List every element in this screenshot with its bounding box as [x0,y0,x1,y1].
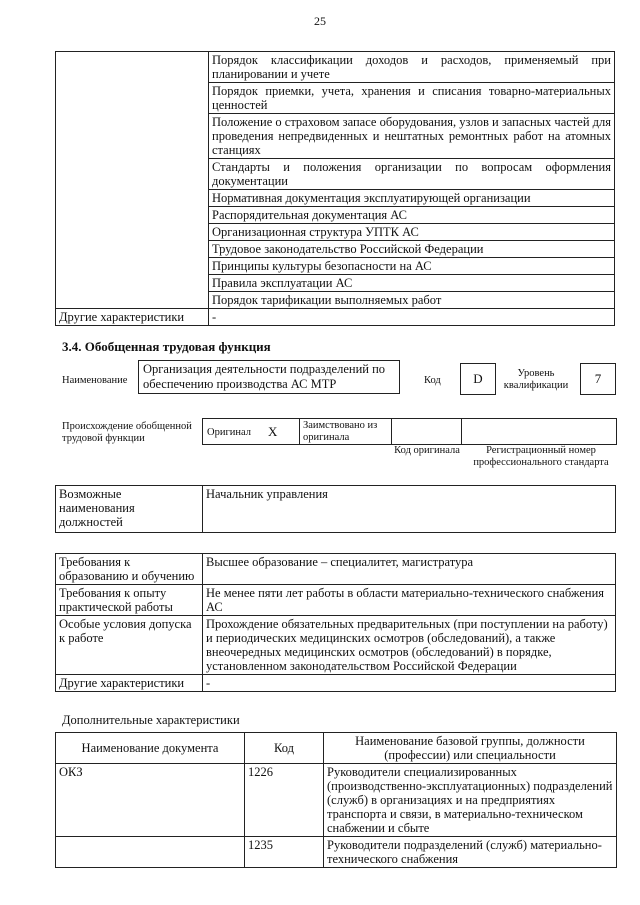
knowledge-item: Порядок классификации доходов и расходов, применяемый при планировании и учете [209,52,615,83]
positions-table [55,485,616,533]
table-row [56,585,616,616]
knowledge-item: Правила эксплуатации АС [209,275,615,292]
table-row [56,675,616,692]
original-label: Оригинал [207,427,251,438]
original-mark: X [268,424,278,439]
gtf-name-box: Организация деятельности подразделений по обеспечению производства АС МТР [138,360,400,394]
requirement-value: Высшее образование – специалитет, магистратура [203,554,616,585]
code-cell: 1235 [245,837,324,868]
code-caption: Код оригинала [394,445,460,456]
other-value: - [209,309,615,326]
col-header-code: Код [245,733,324,764]
table-row [56,764,617,837]
requirement-label: Особые условия допуска к работе [56,616,203,675]
additional-heading: Дополнительные характеристики [62,713,240,727]
divider [461,419,462,444]
requirement-value: Не менее пяти лет работы в области материально-технического снабжения АС [203,585,616,616]
name-cell: Руководители подразделений (служб) материально-технического снабжения [324,837,617,868]
section-heading: 3.4. Обобщенная трудовая функция [62,339,271,354]
doc-cell [56,837,245,868]
knowledge-table [55,51,615,326]
doc-cell: ОКЗ [56,764,245,837]
divider [299,419,300,444]
knowledge-item: Организационная структура УПТК АС [209,224,615,241]
empty-label-cell [56,52,209,309]
requirement-value: - [203,675,616,692]
knowledge-item: Принципы культуры безопасности на АС [209,258,615,275]
code-label: Код [424,375,441,386]
positions-label: Возможные наименования должностей [56,486,203,533]
level-value-box: 7 [580,363,616,395]
divider [391,419,392,444]
reg-caption: Регистрационный номер профессионального стандарта [473,445,609,468]
naming-label: Наименование [62,375,128,386]
level-label: Уровень квалификации [503,368,569,391]
knowledge-item: Нормативная документация эксплуатирующей организации [209,190,615,207]
knowledge-item: Распорядительная документация АС [209,207,615,224]
table-row [56,309,615,326]
knowledge-item: Стандарты и положения организации по вопросам оформления документации [209,159,615,190]
knowledge-item: Трудовое законодательство Российской Федерации [209,241,615,258]
requirement-value: Прохождение обязательных предварительных (при поступлении на работу) и периодических медицинских осмотров (обследований), а также внеочередных медицинских осмотров (обследований) в порядке, установленном законодательством Российской Федерации [203,616,616,675]
origin-box [202,418,617,445]
requirement-label: Другие характеристики [56,675,203,692]
knowledge-item: Порядок приемки, учета, хранения и списания товарно-материальных ценностей [209,83,615,114]
knowledge-item: Положение о страховом запасе оборудования, узлов и запасных частей для проведения непредвиденных и нештатных ремонтных работ на атомных станциях [209,114,615,159]
requirement-label: Требования к опыту практической работы [56,585,203,616]
additional-table [55,732,617,868]
table-row [56,554,616,585]
table-row [56,616,616,675]
origin-label: Происхождение обобщенной трудовой функции [62,421,192,444]
requirements-table [55,553,616,692]
table-row [56,52,615,83]
borrowed-label: Заимствовано из оригинала [303,420,378,443]
requirement-label: Требования к образованию и обучению [56,554,203,585]
other-label: Другие характеристики [56,309,209,326]
knowledge-item: Порядок тарификации выполняемых работ [209,292,615,309]
name-cell: Руководители специализированных (производственно-эксплуатационных) подразделений (служб) в организациях и на предприятиях транспорта и связи, в материально-техническом снабжении и сбыте [324,764,617,837]
col-header-doc: Наименование документа [56,733,245,764]
table-row [56,837,617,868]
code-value-box: D [460,363,496,395]
page-number: 25 [314,14,326,28]
code-cell: 1226 [245,764,324,837]
col-header-name: Наименование базовой группы, должности (профессии) или специальности [324,733,617,764]
positions-value: Начальник управления [203,486,616,533]
